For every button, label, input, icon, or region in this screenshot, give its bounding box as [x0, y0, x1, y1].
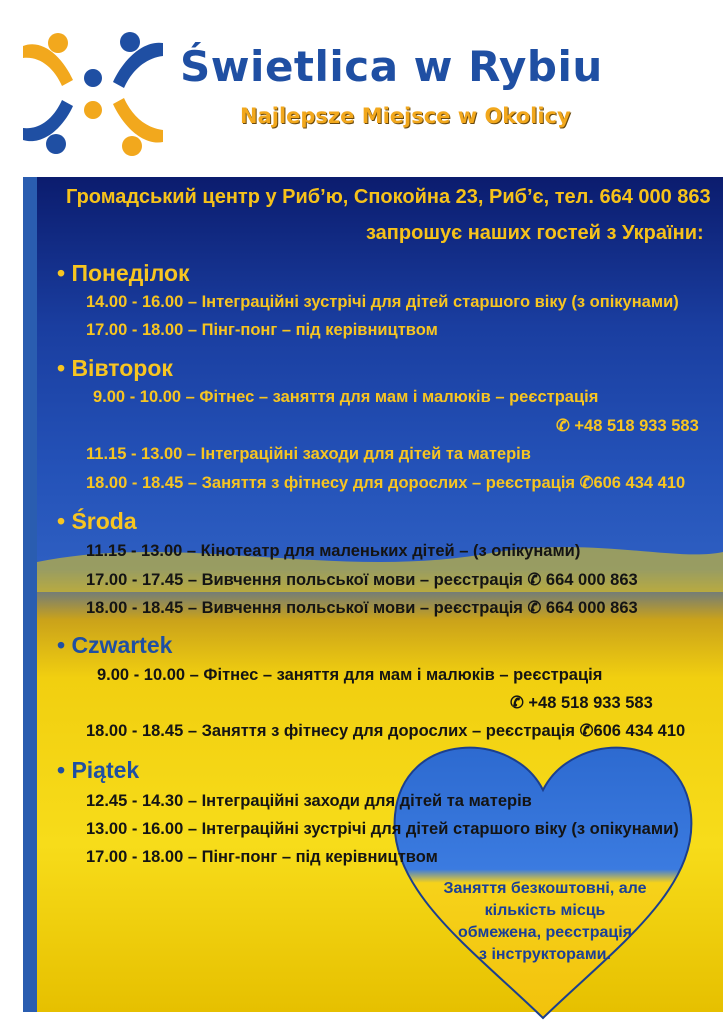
left-accent-bar [23, 177, 37, 1012]
day-wednesday: • Środa [57, 508, 137, 534]
event-item: 17.00 - 18.00 – Пінг-понг – під керівництвом [86, 321, 438, 339]
day-thursday: • Czwartek [57, 632, 173, 658]
event-item: 17.00 - 17.45 – Вивчення польської мови – реєстрація ✆ 664 000 863 [86, 571, 638, 589]
event-item: 9.00 - 10.00 – Фітнес – заняття для мам і малюків – реєстрація [97, 666, 603, 684]
registration-note [430, 878, 660, 966]
note-line: обмежена, реєстрація [458, 924, 632, 941]
brand-subtitle: Najlepsze Miejsce w Okolicy [240, 104, 571, 128]
event-item: 14.00 - 16.00 – Інтеграційні зустрічі для дітей старшого віку (з опікунами) [86, 293, 679, 311]
header-invite: запрошує наших гостей з України: [366, 222, 704, 244]
event-item: 18.00 - 18.45 – Заняття з фітнесу для дорослих – реєстрація ✆606 434 410 [86, 722, 686, 740]
event-item: 18.00 - 18.45 – Заняття з фітнесу для дорослих – реєстрація ✆606 434 410 [86, 474, 686, 492]
event-item: 12.45 - 14.30 – Інтеграційні заходи для дітей та матерів [86, 792, 532, 810]
people-logo-icon [18, 18, 168, 168]
phone-number: ✆ +48 518 933 583 [556, 417, 699, 435]
event-item: 13.00 - 16.00 – Інтеграційні зустрічі для дітей старшого віку (з опікунами) [86, 820, 679, 838]
phone-number: ✆ +48 518 933 583 [510, 694, 653, 712]
event-item: 9.00 - 10.00 – Фітнес – заняття для мам і малюків – реєстрація [93, 388, 599, 406]
note-line: Заняття безкоштовні, але [443, 880, 647, 897]
header-address: Громадський центр у Риб’ю, Спокойна 23, Риб’є, тел. 664 000 863 [66, 186, 711, 208]
heart-icon [383, 720, 703, 1020]
event-item: 17.00 - 18.00 – Пінг-понг – під керівництвом [86, 848, 438, 866]
event-item: 11.15 - 13.00 – Інтеграційні заходи для дітей та матерів [86, 445, 531, 463]
day-tuesday: • Вівторок [57, 355, 173, 381]
event-item: 11.15 - 13.00 – Кінотеатр для маленьких дітей – (з опікунами) [86, 542, 581, 560]
event-item: 18.00 - 18.45 – Вивчення польської мови – реєстрація ✆ 664 000 863 [86, 599, 638, 617]
brand-title: Świetlica w Rybiu [180, 42, 603, 91]
day-monday: • Понеділок [57, 260, 190, 286]
note-line: кількість місць [484, 902, 606, 919]
note-line: з інструкторами. [479, 946, 611, 963]
day-friday: • Piątek [57, 757, 140, 783]
